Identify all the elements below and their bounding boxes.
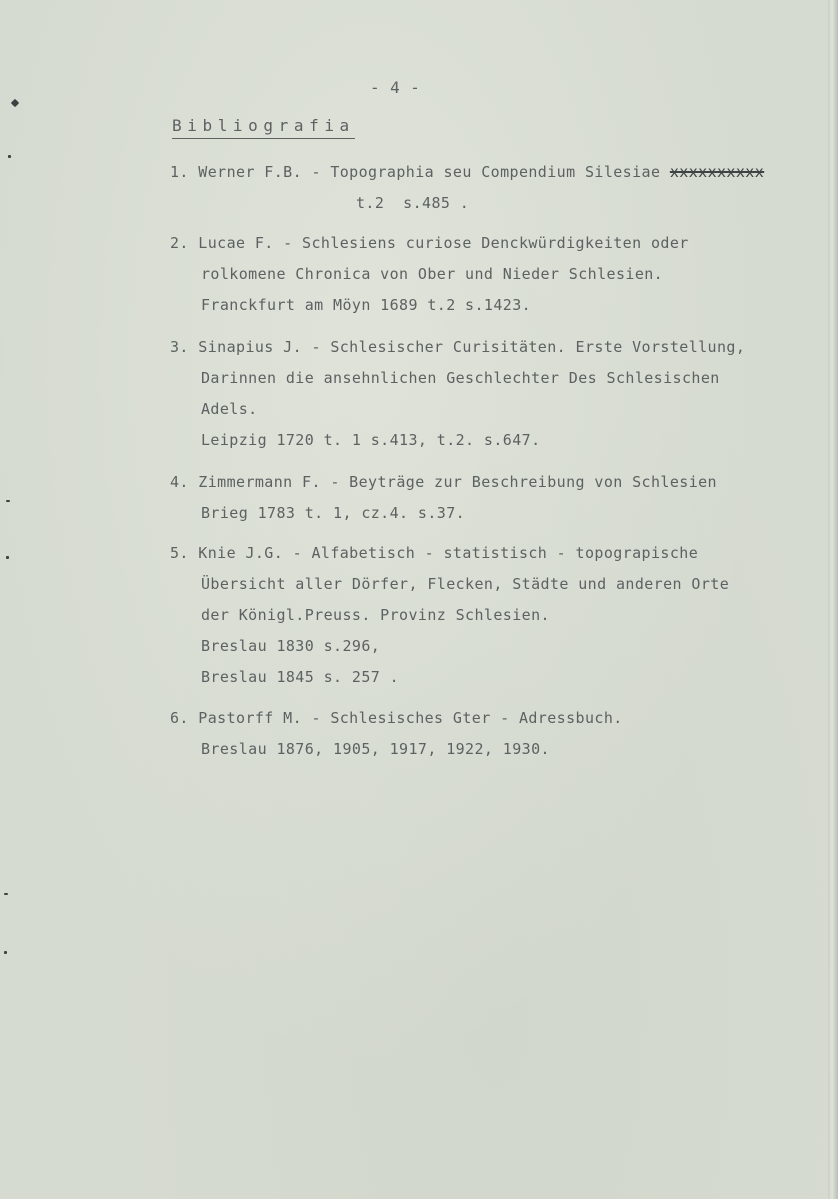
entry-line: 6. Pastorff M. - Schlesisches Gter - Adressbuch. <box>170 709 623 727</box>
margin-mark <box>8 155 11 158</box>
bibliography-entry <box>170 703 623 765</box>
bibliography-entry <box>170 228 689 321</box>
margin-mark <box>6 556 9 559</box>
page-number: - 4 - <box>370 78 421 97</box>
entry-line: rolkomene Chronica von Ober und Nieder Schlesien. <box>201 265 664 283</box>
entry-line: t.2 s.485 . <box>356 194 470 212</box>
entry-line: Adels. <box>201 400 258 418</box>
entry-line: Übersicht aller Dörfer, Flecken, Städte und anderen Orte <box>201 575 730 593</box>
entry-line: Breslau 1830 s.296, <box>201 637 381 655</box>
entry-line: Franckfurt am Möyn 1689 t.2 s.1423. <box>201 296 532 314</box>
entry-line: Darinnen die ansehnlichen Geschlechter Des Schlesischen <box>201 369 720 387</box>
bibliography-entry <box>170 157 764 219</box>
bibliography-entry <box>170 538 729 693</box>
entry-line: Leipzig 1720 t. 1 s.413, t.2. s.647. <box>201 431 541 449</box>
entry-line: 2. Lucae F. - Schlesiens curiose Denckwürdigkeiten oder <box>170 234 689 252</box>
entry-line: 3. Sinapius J. - Schlesischer Curisitäten. Erste Vorstellung, <box>170 338 746 356</box>
entry-line: der Königl.Preuss. Provinz Schlesien. <box>201 606 550 624</box>
margin-mark <box>6 500 10 502</box>
struck-text: xxxxxxxxxx <box>669 163 765 181</box>
entry-line: 1. Werner F.B. - Topographia seu Compendium Silesiae xxxxxxxxxx <box>170 163 765 181</box>
margin-mark <box>4 893 8 895</box>
entry-line: Breslau 1845 s. 257 . <box>201 668 400 686</box>
entry-line: 4. Zimmermann F. - Beyträge zur Beschreibung von Schlesien <box>170 473 717 491</box>
bibliography-entry <box>170 332 745 456</box>
entry-line: 5. Knie J.G. - Alfabetisch - statistisch - topograpische <box>170 544 699 562</box>
margin-mark <box>4 951 7 954</box>
entry-line: Brieg 1783 t. 1, cz.4. s.37. <box>201 504 466 522</box>
scan-edge <box>828 0 838 1199</box>
page-heading: Bibliografia <box>172 114 355 139</box>
bibliography-entry <box>170 467 717 529</box>
entry-line: Breslau 1876, 1905, 1917, 1922, 1930. <box>201 740 550 758</box>
